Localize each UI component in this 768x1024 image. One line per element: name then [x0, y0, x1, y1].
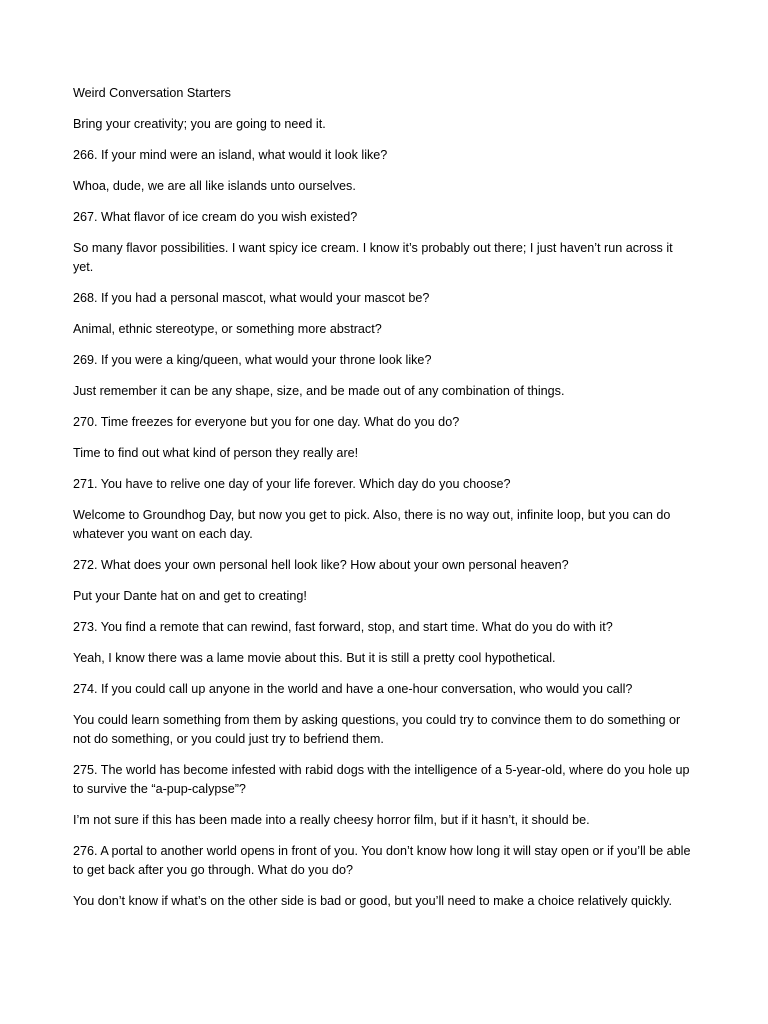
intro-text: Bring your creativity; you are going to need it. — [73, 117, 326, 131]
question-271: 271. You have to relive one day of your life forever. Which day do you choose? — [73, 477, 511, 491]
answer-266: Whoa, dude, we are all like islands unto ourselves. — [73, 179, 356, 193]
document-page — [73, 84, 695, 923]
answer-267: So many flavor possibilities. I want spicy ice cream. I know it’s probably out there; I just haven’t run across it yet. — [73, 241, 673, 274]
question-275: 275. The world has become infested with rabid dogs with the intelligence of a 5-year-old, where do you hole up to survive the “a-pup-calypse”? — [73, 763, 690, 796]
question-270: 270. Time freezes for everyone but you for one day. What do you do? — [73, 415, 460, 429]
answer-274: You could learn something from them by asking questions, you could try to convince them to do something or not do something, or you could just try to befriend them. — [73, 713, 681, 746]
answer-271: Welcome to Groundhog Day, but now you get to pick. Also, there is no way out, infinite loop, but you can do whatever you want on each day. — [73, 508, 671, 541]
answer-270: Time to find out what kind of person they really are! — [73, 446, 359, 460]
question-268: 268. If you had a personal mascot, what would your mascot be? — [73, 291, 430, 305]
answer-268: Animal, ethnic stereotype, or something more abstract? — [73, 322, 382, 336]
question-267: 267. What flavor of ice cream do you wish existed? — [73, 210, 358, 224]
answer-273: Yeah, I know there was a lame movie about this. But it is still a pretty cool hypothetical. — [73, 651, 556, 665]
question-273: 273. You find a remote that can rewind, fast forward, stop, and start time. What do you do with it? — [73, 620, 613, 634]
question-276: 276. A portal to another world opens in front of you. You don’t know how long it will stay open or if you’ll be able to get back after you go through. What do you do? — [73, 844, 691, 877]
answer-275: I’m not sure if this has been made into a really cheesy horror film, but if it hasn’t, it should be. — [73, 813, 590, 827]
question-274: 274. If you could call up anyone in the world and have a one-hour conversation, who would you call? — [73, 682, 633, 696]
question-266: 266. If your mind were an island, what would it look like? — [73, 148, 388, 162]
question-269: 269. If you were a king/queen, what would your throne look like? — [73, 353, 432, 367]
page-title: Weird Conversation Starters — [73, 86, 231, 100]
question-272: 272. What does your own personal hell look like? How about your own personal heaven? — [73, 558, 569, 572]
answer-269: Just remember it can be any shape, size, and be made out of any combination of things. — [73, 384, 565, 398]
answer-276: You don’t know if what’s on the other side is bad or good, but you’ll need to make a choice relatively quickly. — [73, 894, 673, 908]
answer-272: Put your Dante hat on and get to creating! — [73, 589, 307, 603]
